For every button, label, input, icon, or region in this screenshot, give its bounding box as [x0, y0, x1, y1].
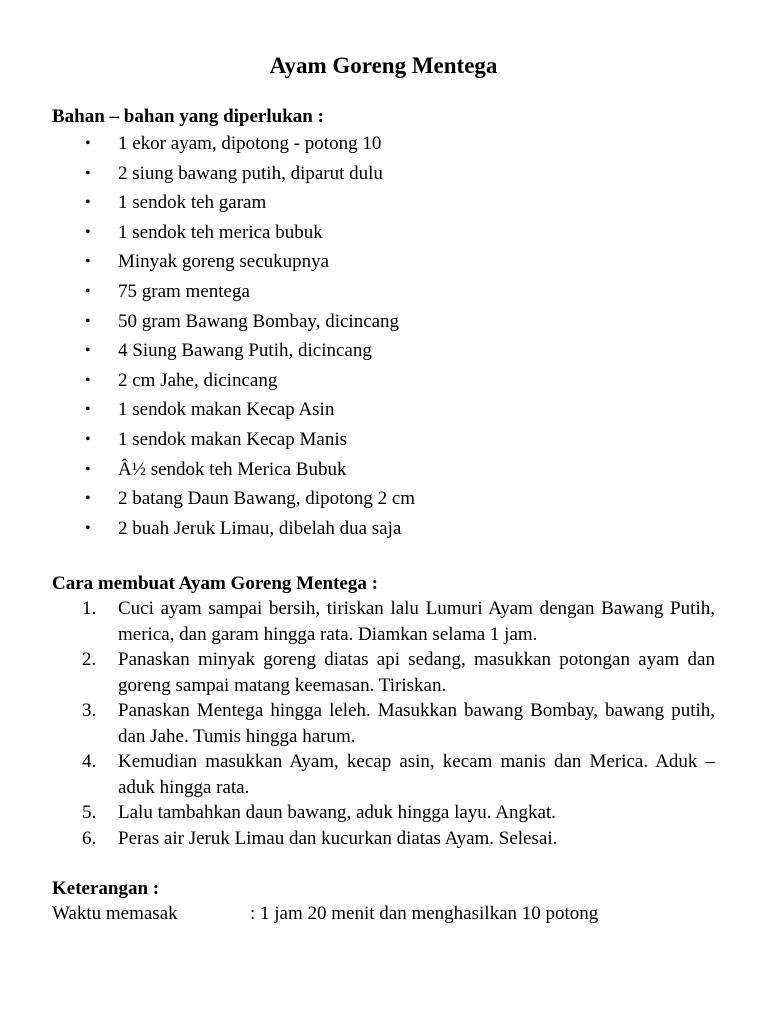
bullet-icon: •	[85, 164, 91, 182]
bullet-icon: •	[85, 401, 91, 419]
ingredient-item	[52, 455, 715, 485]
step-number: 3.	[82, 700, 97, 722]
ingredient-item	[52, 514, 715, 544]
cooking-time-label: Waktu memasak	[52, 903, 178, 925]
ingredient-item	[52, 395, 715, 425]
ingredient-item	[52, 159, 715, 189]
ingredient-item	[52, 336, 715, 366]
recipe-document	[52, 50, 715, 927]
ingredient-text: 1 ekor ayam, dipotong - potong 10	[118, 133, 382, 154]
ingredient-item	[52, 188, 715, 218]
ingredient-item	[52, 484, 715, 514]
ingredients-heading: Bahan – bahan yang diperlukan :	[52, 106, 324, 127]
ingredient-text: Â½ sendok teh Merica Bubuk	[118, 458, 347, 480]
page-title: Ayam Goreng Mentega	[269, 53, 498, 78]
ingredient-text: 50 gram Bawang Bombay, dicincang	[118, 310, 400, 332]
ingredient-item	[52, 129, 715, 159]
step-number: 4.	[82, 751, 97, 773]
bullet-icon: •	[85, 371, 91, 389]
step-number: 1.	[82, 598, 97, 620]
step-number: 2.	[82, 649, 97, 671]
step-item	[52, 647, 715, 698]
step-item	[52, 826, 715, 852]
bullet-icon: •	[85, 460, 91, 478]
ingredient-item	[52, 307, 715, 337]
step-text: Peras air Jeruk Limau dan kucurkan diatas Ayam. Selesai.	[118, 827, 558, 849]
bullet-icon: •	[85, 135, 91, 152]
bullet-icon: •	[85, 253, 91, 271]
ingredient-text: 2 cm Jahe, dicincang	[118, 369, 278, 391]
ingredient-text: 2 batang Daun Bawang, dipotong 2 cm	[118, 488, 416, 510]
step-number: 5.	[82, 802, 97, 824]
method-heading: Cara membuat Ayam Goreng Mentega :	[52, 573, 378, 595]
step-text: Lalu tambahkan daun bawang, aduk hingga layu. Angkat.	[118, 802, 556, 824]
ingredient-text: Minyak goreng secukupnya	[118, 251, 330, 273]
ingredient-text: 2 siung bawang putih, diparut dulu	[118, 162, 383, 184]
step-text: Cuci ayam sampai bersih, tiriskan lalu Lumuri Ayam dengan Bawang Putih, merica, dan garam hingga rata. Diamkan selama 1 jam.	[118, 598, 715, 645]
bullet-icon: •	[85, 223, 91, 241]
ingredient-text: 1 sendok makan Kecap Manis	[118, 428, 347, 450]
step-item	[52, 596, 715, 647]
ingredient-text: 1 sendok teh merica bubuk	[118, 221, 323, 243]
ingredient-item	[52, 366, 715, 396]
ingredient-text: 1 sendok teh garam	[118, 192, 267, 214]
ingredient-text: 1 sendok makan Kecap Asin	[118, 399, 335, 421]
ingredient-item	[52, 247, 715, 277]
bullet-icon: •	[85, 430, 91, 448]
ingredient-text: 75 gram mentega	[118, 280, 250, 302]
notes-heading: Keterangan :	[52, 878, 160, 900]
bullet-icon: •	[85, 282, 91, 300]
ingredient-item	[52, 277, 715, 307]
bullet-icon: •	[85, 342, 91, 360]
step-item	[52, 698, 715, 749]
bullet-icon: •	[85, 312, 91, 330]
step-text: Panaskan minyak goreng diatas api sedang, masukkan potongan ayam dan goreng sampai matang keemasan. Tiriskan.	[118, 649, 715, 696]
ingredient-item	[52, 218, 715, 248]
ingredient-list	[52, 129, 715, 543]
step-item	[52, 749, 715, 800]
ingredient-text: 4 Siung Bawang Putih, dicincang	[118, 340, 372, 362]
step-number: 6.	[82, 827, 97, 849]
cooking-time-row	[52, 901, 715, 927]
step-text: Kemudian masukkan Ayam, kecap asin, kecam manis dan Merica. Aduk – aduk hingga rata.	[118, 751, 715, 798]
bullet-icon: •	[85, 194, 91, 212]
step-item	[52, 800, 715, 826]
step-list	[52, 596, 715, 851]
bullet-icon: •	[85, 519, 91, 537]
ingredient-text: 2 buah Jeruk Limau, dibelah dua saja	[118, 517, 402, 539]
bullet-icon: •	[85, 490, 91, 508]
cooking-time-value: : 1 jam 20 menit dan menghasilkan 10 potong	[250, 903, 599, 925]
step-text: Panaskan Mentega hingga leleh. Masukkan bawang Bombay, bawang putih, dan Jahe. Tumis hingga harum.	[118, 700, 715, 747]
ingredient-item	[52, 425, 715, 455]
